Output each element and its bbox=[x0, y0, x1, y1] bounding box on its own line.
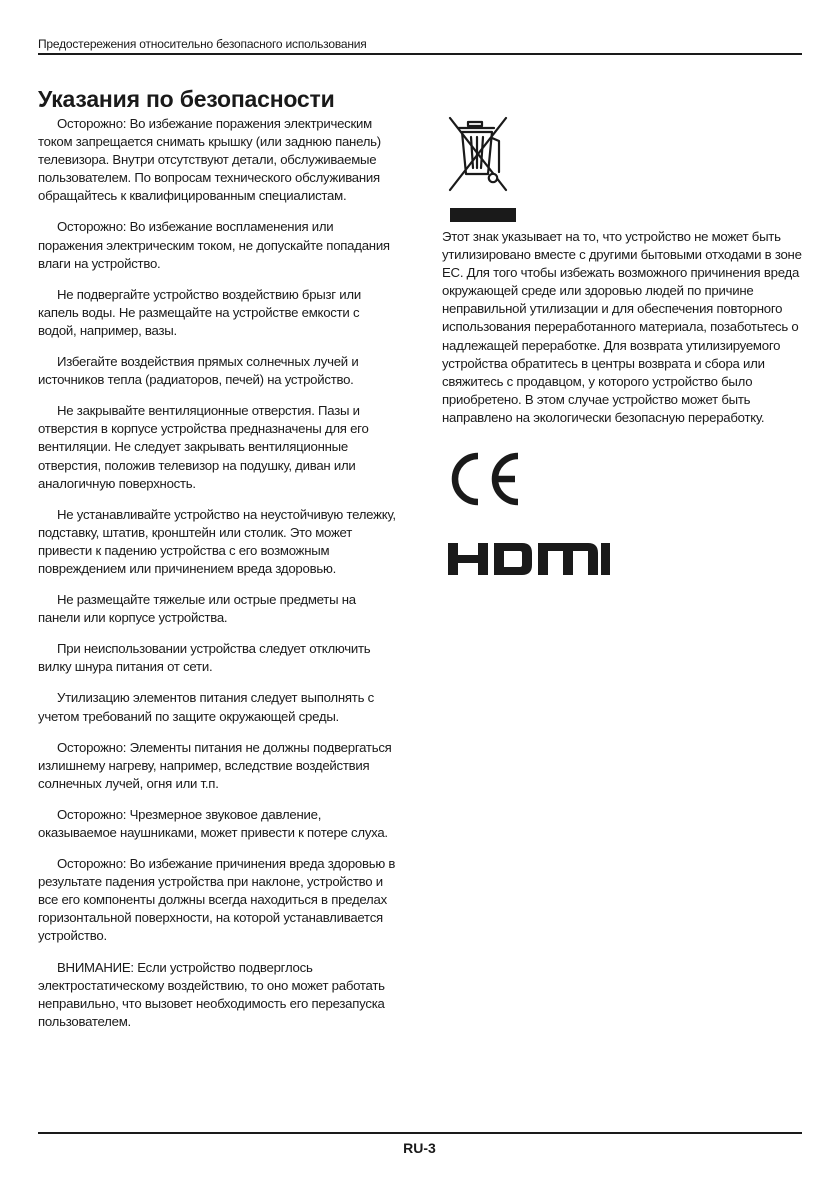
weee-disposal-text: Этот знак указывает на то, что устройство не может быть утилизировано вместе с другими бытовыми отходами в зоне ЕС. Для того чтобы избежать возможного причинения вреда окружающей среде или здоровью людей по причине неправильной утилизации и для обеспечения повторного использования переработанного материала, позаботьтесь о надлежащей переработке. Для возврата утилизируемого устройства обратитесь в центры возврата и сбора или свяжитесь с продавцом, у которого устройство было приобретено. В этом случае устройство может быть направлено на экологически безопасную переработку. bbox=[442, 229, 802, 425]
safety-paragraph: Осторожно: Во избежание причинения вреда здоровью в результате падения устройства при наклоне, устройство и все его компоненты должны всегда находиться в пределах горизонтальной поверхности, на которой устанавливается устройство. bbox=[38, 856, 396, 944]
disposal-and-logos-column bbox=[442, 112, 804, 579]
running-header: Предостережения относительно безопасного использования bbox=[38, 37, 367, 51]
safety-paragraph: ВНИМАНИЕ: Если устройство подверглось электростатическому воздействию, то оно может работать неправильно, что вызовет необходимость его перезапуска пользователем. bbox=[38, 959, 385, 1029]
safety-paragraph: Осторожно: Элементы питания не должны подвергаться излишнему нагреву, например, вследствие воздействия солнечных лучей, огня или т.п. bbox=[38, 739, 392, 791]
safety-paragraph: Утилизацию элементов питания следует выполнять с учетом требований по защите окружающей среды. bbox=[38, 690, 374, 724]
safety-paragraph: Осторожно: Во избежание воспламенения или поражения электрическим током, не допускайте попадания влаги на устройство. bbox=[38, 219, 390, 271]
safety-paragraph: При неиспользовании устройства следует отключить вилку шнура питания от сети. bbox=[38, 641, 371, 675]
crossed-out-wheelie-bin-icon bbox=[444, 112, 512, 194]
weee-black-bar bbox=[450, 208, 516, 222]
page-number: RU-3 bbox=[403, 1140, 436, 1156]
safety-instructions-column bbox=[38, 115, 400, 1044]
header-divider bbox=[38, 53, 802, 55]
footer-divider bbox=[38, 1132, 802, 1134]
safety-paragraph: Осторожно: Чрезмерное звуковое давление, оказываемое наушниками, может привести к потере слуха. bbox=[38, 806, 388, 840]
safety-paragraph: Не устанавливайте устройство на неустойчивую тележку, подставку, штатив, кронштейн или столик. Это может привести к падению устройства с его возможным повреждением или причинением вреда здоровью. bbox=[38, 506, 396, 576]
page-title: Указания по безопасности bbox=[38, 86, 335, 112]
safety-paragraph: Осторожно: Во избежание поражения электрическим током запрещается снимать крышку (или заднюю панель) телевизора. Внутри отсутствуют детали, обслуживаемые пользователем. По вопросам технического обслуживания обращайтесь к квалифицированным специалистам. bbox=[38, 116, 381, 204]
safety-paragraph: Избегайте воздействия прямых солнечных лучей и источников тепла (радиаторов, печей) на устройство. bbox=[38, 354, 359, 388]
safety-paragraph: Не размещайте тяжелые или острые предметы на панели или корпусе устройства. bbox=[38, 592, 356, 626]
safety-paragraph: Не подвергайте устройство воздействию брызг или капель воды. Не размещайте на устройстве емкости с водой, например, вазы. bbox=[38, 286, 361, 338]
hdmi-logo bbox=[448, 539, 610, 579]
ce-mark-logo bbox=[448, 451, 528, 507]
safety-paragraph: Не закрывайте вентиляционные отверстия. Пазы и отверстия в корпусе устройства предназначены для его вентиляции. Не следует закрывать вентиляционные отверстия, положив телевизор на подушку, диван или аналогичную поверхность. bbox=[38, 403, 369, 491]
